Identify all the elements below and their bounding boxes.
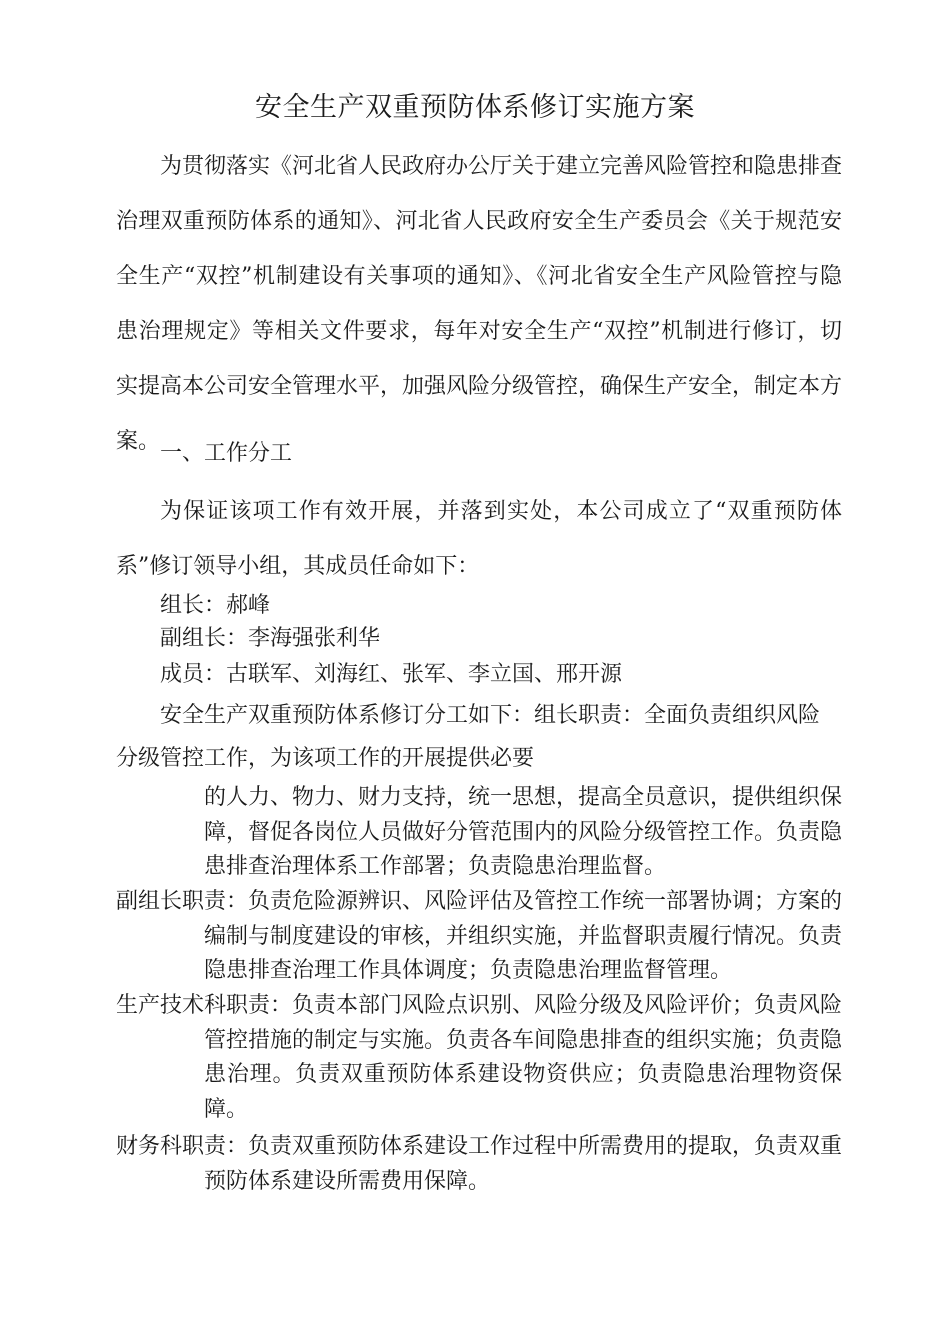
intro-paragraph: 为贯彻落实《河北省人民政府办公厅关于建立完善风险管控和隐患排查治理双重预防体系的通知》、河北省人民政府安全生产委员会《关于规范安全生产“双控”机制建设有关事项的通知》、《河北省安全生产风险管控与隐患治理规定》等相关文件要求，每年对安全生产“双控”机制进行修订，切实提高本公司安全管理水平，加强风险分级管控，确保生产安全，制定本方案。 [116,154,843,454]
division-intro-line: 安全生产双重预防体系修订分工如下：组长职责：全面负责组织风险 [160,703,821,728]
leader-duty-paragraph: 的人力、物力、财力支持，统一思想，提高全员意识，提供组织保障，督促各岗位人员做好分管范围内的风险分级管控工作。负责隐患排查治理体系工作部署；负责隐患治理监督。 [204,785,843,879]
vice-leader-line: 副组长：李海强张利华 [160,626,381,651]
division-intro-continuation: 分级管控工作，为该项工作的开展提供必要 [116,746,535,771]
leadership-group-paragraph: 为保证该项工作有效开展，并落到实处，本公司成立了“双重预防体系”修订领导小组，其成员任命如下： [116,499,842,579]
finance-duty-paragraph: 财务科职责：负责双重预防体系建设工作过程中所需费用的提取，负责双重预防体系建设所需费用保障。 [116,1134,843,1194]
section-heading-work-division: 一、工作分工 [160,441,293,466]
vice-leader-duty-paragraph: 副组长职责：负责危险源辨识、风险评估及管控工作统一部署协调；方案的编制与制度建设的审核，并组织实施，并监督职责履行情况。负责隐患排查治理工作具体调度；负责隐患治理监督管理。 [116,889,843,983]
production-tech-duty-paragraph: 生产技术科职责：负责本部门风险点识别、风险分级及风险评价；负责风险管控措施的制定与实施。负责各车间隐患排查的组织实施；负责隐患治理。负责双重预防体系建设物资供应；负责隐患治理物资保障。 [116,993,843,1122]
document-title: 安全生产双重预防体系修订实施方案 [255,92,695,123]
group-leader-line: 组长：郝峰 [160,593,271,618]
members-line: 成员：古联军、刘海红、张军、李立国、邢开源 [160,662,623,687]
